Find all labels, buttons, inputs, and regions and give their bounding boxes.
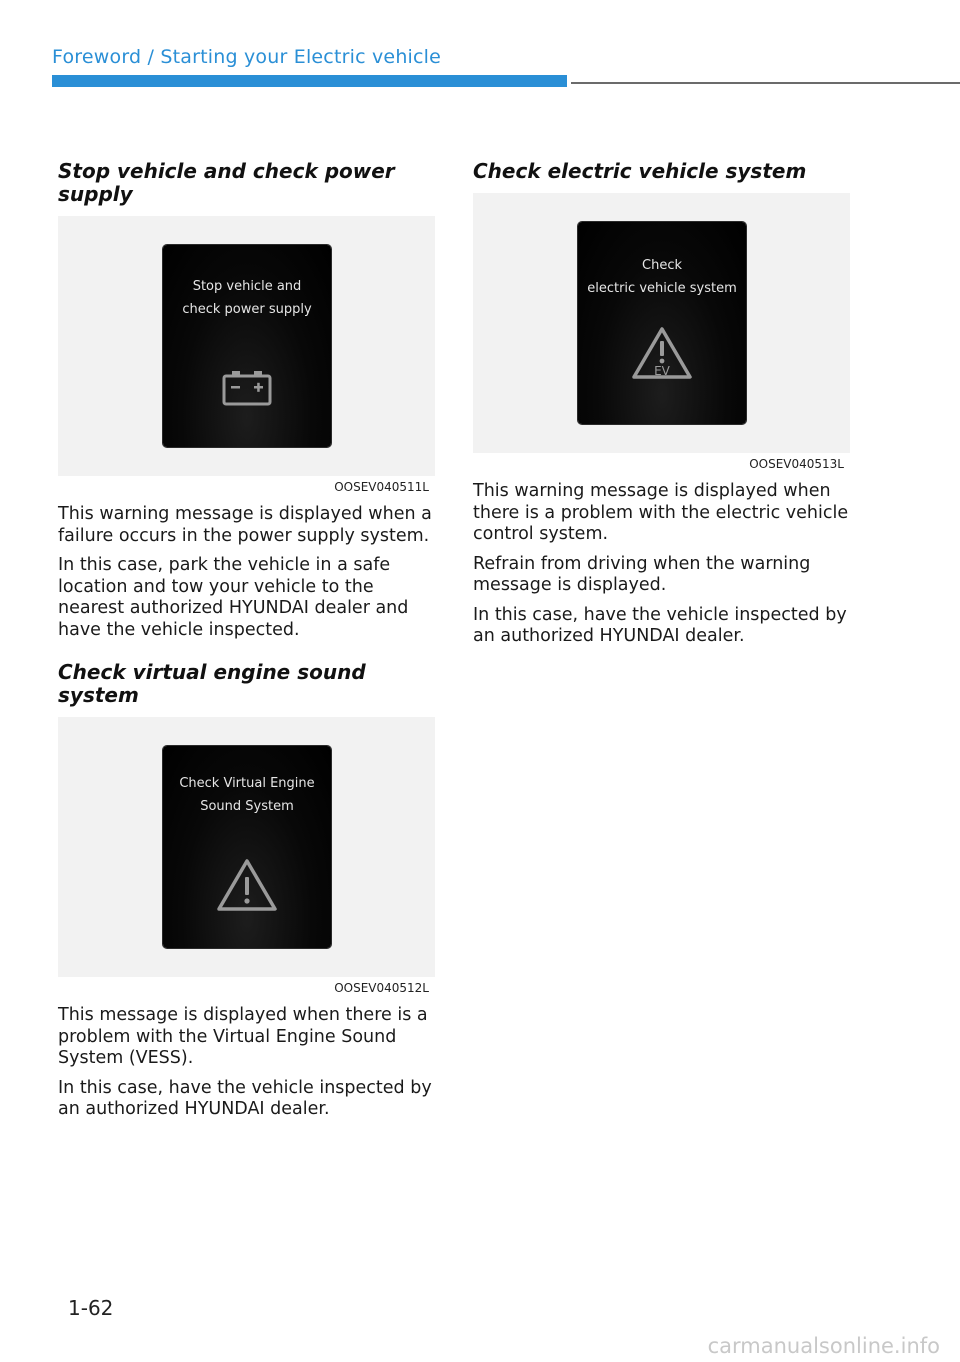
- header-rule: [571, 82, 960, 84]
- figure-power-supply: [58, 216, 435, 494]
- section-body: [58, 1005, 438, 1121]
- section-body: [58, 504, 438, 641]
- cluster-message: [578, 254, 746, 300]
- body-paragraph: This warning message is displayed when a failure occurs in the power supply system.: [58, 504, 432, 546]
- cluster-message-line2: check power supply: [182, 302, 312, 317]
- cluster-message-line2: electric vehicle system: [587, 281, 737, 296]
- warning-triangle-icon: [163, 857, 331, 918]
- body-paragraph: In this case, have the vehicle inspected by an authorized HYUNDAI dealer.: [473, 604, 847, 646]
- body-paragraph: In this case, park the vehicle in a safe location and tow your vehicle to the nearest authorized HYUNDAI dealer and have the vehicle inspected.: [58, 555, 409, 640]
- header-accent-bar: [52, 75, 567, 87]
- figure-code: OOSEV040513L: [749, 457, 844, 471]
- section-title-virtual-engine-sound: Check virtual engine sound system: [58, 660, 366, 707]
- cluster-message-line1: Check Virtual Engine: [179, 776, 315, 791]
- figure-code: OOSEV040512L: [334, 981, 429, 995]
- section-body: [473, 481, 853, 648]
- page-number: 1-62: [68, 1296, 114, 1320]
- ev-warning-icon: [578, 325, 746, 386]
- left-column: [58, 160, 438, 1129]
- figure-electric-vehicle-system: [473, 193, 850, 471]
- cluster-message: [163, 772, 331, 818]
- watermark: carmanualsonline.info: [707, 1334, 940, 1358]
- section-electric-vehicle-system: [473, 160, 853, 648]
- section-title-electric-vehicle-system: Check electric vehicle system: [473, 159, 807, 183]
- body-paragraph: Refrain from driving when the warning message is displayed.: [473, 553, 811, 595]
- figure-code: OOSEV040511L: [334, 480, 429, 494]
- cluster-display: [578, 222, 746, 424]
- body-paragraph: This message is displayed when there is a problem with the Virtual Engine Sound System (VESS).: [58, 1005, 428, 1068]
- cluster-message: [163, 275, 331, 321]
- cluster-message-line1: Check: [642, 258, 682, 273]
- section-power-supply: [58, 160, 438, 641]
- ev-label: EV: [654, 364, 670, 378]
- battery-icon: [163, 368, 331, 413]
- right-column: [473, 160, 853, 656]
- section-virtual-engine-sound: [58, 661, 438, 1121]
- figure-virtual-engine-sound: [58, 717, 435, 995]
- cluster-display: [163, 746, 331, 948]
- page-header-title: Foreword / Starting your Electric vehicle: [52, 46, 442, 68]
- section-title-power-supply: Stop vehicle and check power supply: [58, 159, 395, 206]
- cluster-message-line1: Stop vehicle and: [192, 279, 302, 294]
- cluster-display: [163, 245, 331, 447]
- body-paragraph: This warning message is displayed when there is a problem with the electric vehicle control system.: [473, 481, 849, 544]
- cluster-message-line2: Sound System: [200, 799, 294, 814]
- body-paragraph: In this case, have the vehicle inspected by an authorized HYUNDAI dealer.: [58, 1077, 432, 1119]
